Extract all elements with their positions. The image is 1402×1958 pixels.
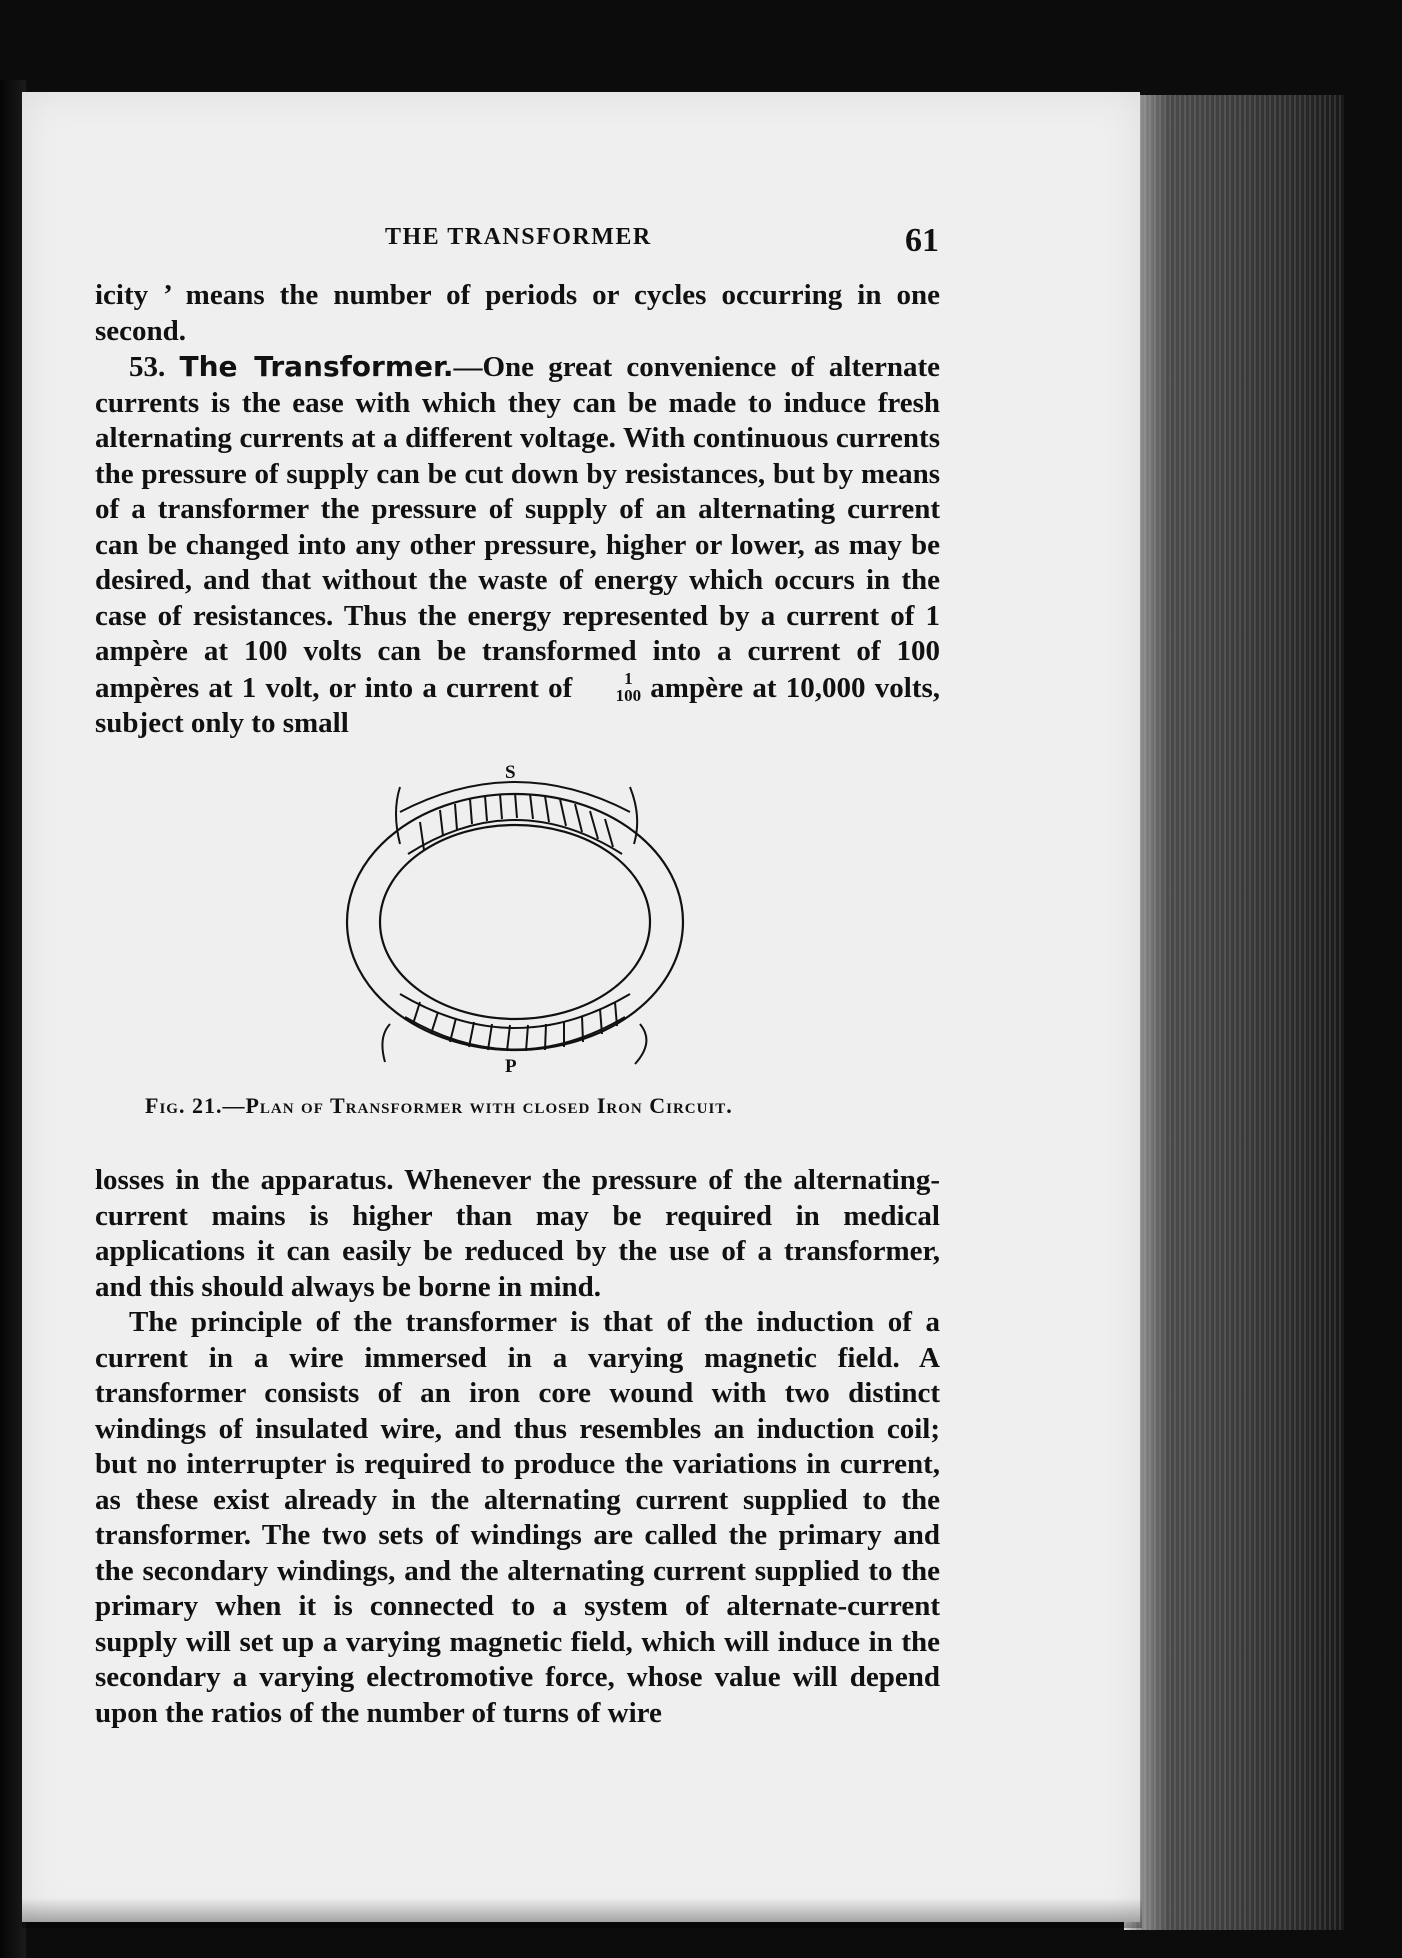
fraction-numerator: 1 [624, 668, 633, 688]
inner-iron-ring [380, 825, 650, 1019]
transformer-diagram [330, 762, 700, 1082]
section-text-part2: ampère at 10,000 volts, subject only to small [95, 671, 941, 739]
figure-caption: Fig. 21.—Plan of Transformer with closed Iron Circuit. [145, 1093, 733, 1118]
principle-paragraph: The principle of the transformer is that of the induction of a current in a wire immersed in a varying magnetic field. A transformer consists of an iron core wound with two distinct windings of insulated wire, and thus resembles an induction coil; but no interrupter is required to produce the variations in current, as these exist already in the alternating current supplied to the transformer. The two sets of windings are called the primary and the secondary windings, and the alternating current supplied to the primary when it is connected to a system of alternate-current supply will set up a varying magnetic field, which will induce in the secondary a varying electromotive force, whose value will depend upon the ratios of the number of turns of wire [95, 1306, 940, 1729]
section-heading: The Transformer. [179, 350, 454, 383]
book-page-edges [1124, 95, 1344, 1930]
bottom-text-block [95, 1163, 940, 1731]
primary-label: P [505, 1056, 517, 1077]
transformer-ring-illustration [330, 762, 700, 1082]
fraction-denominator: 100 [615, 685, 642, 705]
secondary-label: S [505, 762, 516, 783]
continuation-paragraph: icity ’ means the number of periods or cycles occurring in one second. [95, 279, 940, 347]
top-text-block [95, 278, 940, 742]
section-53-paragraph [95, 349, 940, 742]
section-number: 53. [129, 351, 166, 383]
page-bottom-shadow [22, 1898, 1142, 1928]
fraction-one-hundredth [582, 670, 642, 704]
page-number: 61 [905, 222, 939, 259]
secondary-winding [396, 782, 637, 854]
running-head: THE TRANSFORMER [385, 224, 652, 250]
losses-paragraph: losses in the apparatus. Whenever the pressure of the alternating-current mains is higher than may be required in medical applications it can easily be reduced by the use of a transformer, and this should always be borne in mind. [95, 1164, 940, 1303]
section-text-part1: —One great convenience of alternate currents is the ease with which they can be made to induce fresh alternating currents at a different voltage. With continuous currents the pressure of supply can be cut down by resistances, but by means of a transformer the pressure of supply of an alternating current can be changed into any other pressure, higher or lower, as may be desired, and that without the waste of energy which occurs in the case of resistances. Thus the energy represented by a current of 1 ampère at 100 volts can be transformed into a current of 100 ampères at 1 volt, or into a current of [95, 351, 940, 704]
